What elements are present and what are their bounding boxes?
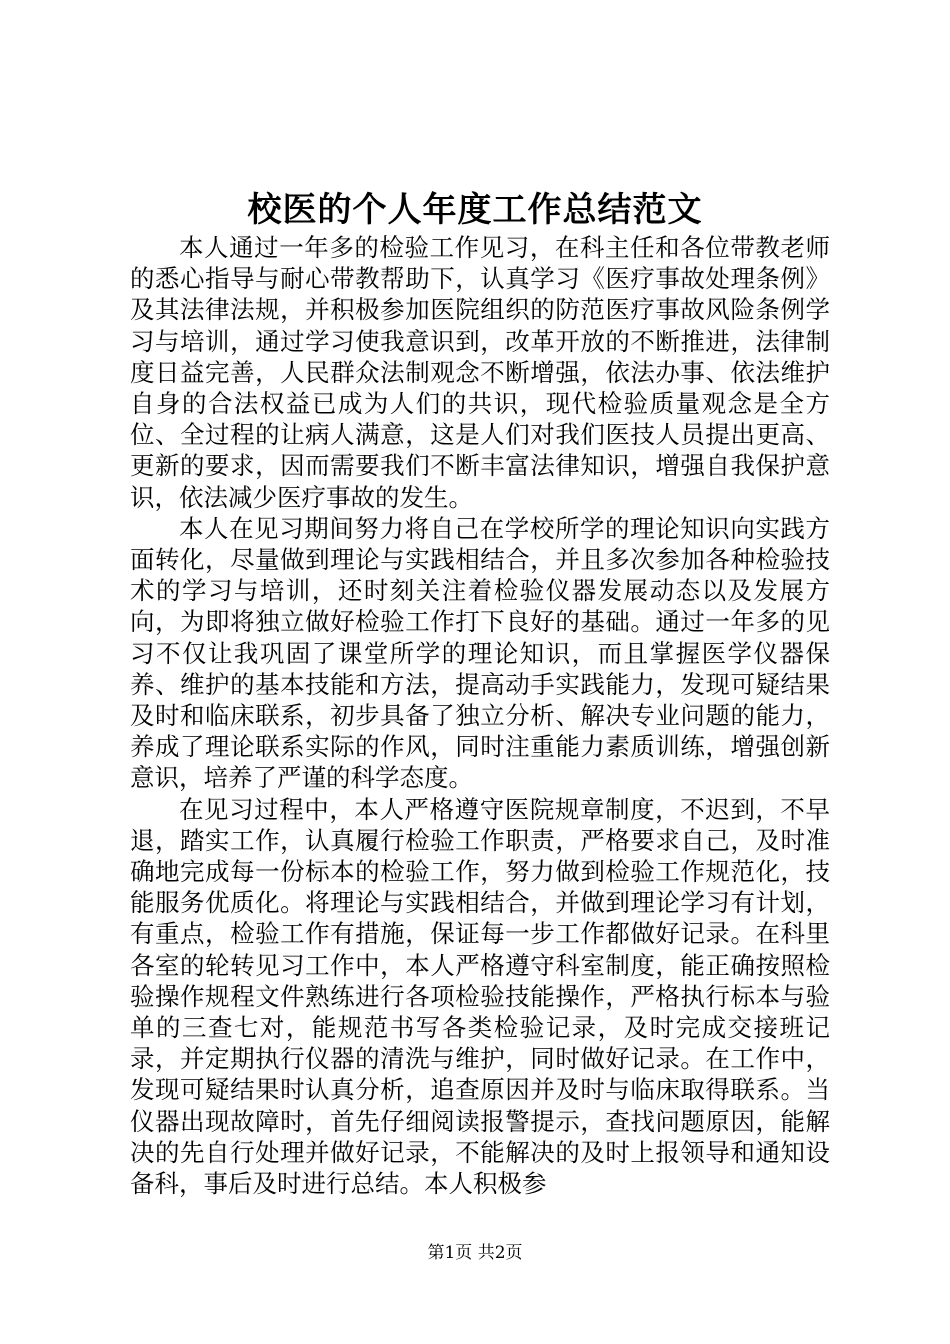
paragraph: 本人通过一年多的检验工作见习，在科主任和各位带教老师的悉心指导与耐心带教帮助下，认真学习《医疗事故处理条例》及其法律法规，并积极参加医院组织的防范医疗事故风险条例学习与培训，通过学习使我意识到，改革开放的不断推进，法律制度日益完善，人民群众法制观念不断增强，依法办事、依法维护自身的合法权益已成为人们的共识，现代检验质量观念是全方位、全过程的让病人满意，这是人们对我们医技人员提出更高、更新的要求，因而需要我们不断丰富法律知识，增强自我保护意识，依法减少医疗事故的发生。 (130, 233, 830, 512)
paragraph: 本人在见习期间努力将自己在学校所学的理论知识向实践方面转化，尽量做到理论与实践相结合，并且多次参加各种检验技术的学习与培训，还时刻关注着检验仪器发展动态以及发展方向，为即将独立做好检验工作打下良好的基础。通过一年多的见习不仅让我巩固了课堂所学的理论知识，而且掌握医学仪器保养、维护的基本技能和方法，提高动手实践能力，发现可疑结果及时和临床联系，初步具备了独立分析、解决专业问题的能力，养成了理论联系实际的作风，同时注重能力素质训练，增强创新意识，培养了严谨的科学态度。 (130, 513, 830, 793)
document-body (130, 232, 830, 1199)
paragraph: 在见习过程中，本人严格遵守医院规章制度，不迟到，不早退，踏实工作，认真履行检验工作职责，严格要求自己，及时准确地完成每一份标本的检验工作，努力做到检验工作规范化，技能服务优质化。将理论与实践相结合，并做到理论学习有计划，有重点，检验工作有措施，保证每一步工作都做好记录。在科里各室的轮转见习工作中，本人严格遵守科室制度，能正确按照检验操作规程文件熟练进行各项检验技能操作，严格执行标本与验单的三查七对，能规范书写各类检验记录，及时完成交接班记录，并定期执行仪器的清洗与维护，同时做好记录。在工作中，发现可疑结果时认真分析，追查原因并及时与临床取得联系。当仪器出现故障时，首先仔细阅读报警提示，查找问题原因，能解决的先自行处理并做好记录，不能解决的及时上报领导和通知设备科，事后及时进行总结。本人积极参 (130, 794, 830, 1199)
document-title: 校医的个人年度工作总结范文 (247, 190, 703, 230)
page-footer: 第1页 共2页 (427, 1243, 523, 1263)
